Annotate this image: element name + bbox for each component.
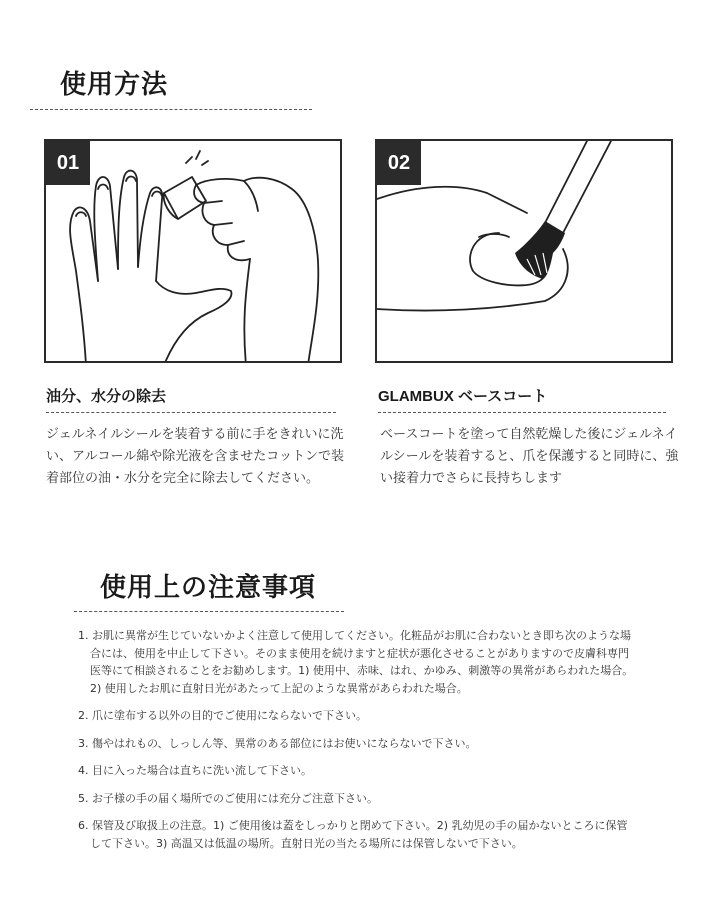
caution-item-1: 1. お肌に異常が生じていないかよく注意して使用してください。化粧品がお肌に合わないとき即ち次のような場合には、使用を中止して下さい。そのまま使用を続けますと症状が悪化させることがありますので皮膚科専門医等にて相談されることをお勧めします。1) 使用中、赤味、はれ、かゆみ、刺激等の異常があらわれた場合。2) 使用したお肌に直射日光があたって上記のような異常があらわれた場合。 <box>78 629 634 695</box>
cautions-heading-divider <box>74 611 344 612</box>
step-2-divider <box>378 412 666 413</box>
step-2-illustration <box>375 139 673 363</box>
caution-item-6: 6. 保管及び取扱上の注意。1) ご使用後は蓋をしっかりと閉めて下さい。2) 乳幼児の手の届かないところに保管して下さい。3) 高温又は低温の場所。直射日光の当たる場所には保管しないで下さい。 <box>78 819 628 850</box>
step-2-title: GLAMBUX ベースコート <box>378 388 548 405</box>
caution-item-4: 4. 目に入った場合は直ちに洗い流して下さい。 <box>78 764 312 777</box>
step-2-description: ベースコートを塗って自然乾燥した後にジェルネイルシールを装着すると、爪を保護すると同時に、強い接着力でさらに長持ちします <box>380 427 679 486</box>
step-1-divider <box>46 412 336 413</box>
caution-item-2: 2. 爪に塗布する以外の目的でご使用にならないで下さい。 <box>78 709 367 722</box>
step-1-number: 01 <box>46 141 90 185</box>
hand-cleaning-icon <box>46 141 342 363</box>
step-1-description: ジェルネイルシールを装着する前に手をきれいに洗い、アルコール綿や除光液を含ませたコットンで装着部位の油・水分を完全に除去してください。 <box>46 427 344 486</box>
step-1-illustration <box>44 139 342 363</box>
step-1-title: 油分、水分の除去 <box>46 387 167 405</box>
cautions-list <box>78 627 638 862</box>
caution-item-5: 5. お子様の手の届く場所でのご使用には充分ご注意下さい。 <box>78 791 378 805</box>
usage-heading-divider <box>30 109 312 110</box>
usage-heading: 使用方法 <box>60 70 169 100</box>
cautions-heading: 使用上の注意事項 <box>100 573 317 603</box>
caution-item-3: 3. 傷やはれもの、しっしん等、異常のある部位にはお使いにならないで下さい。 <box>78 736 477 750</box>
step-2-number: 02 <box>377 141 421 185</box>
brush-nail-icon <box>377 141 673 363</box>
